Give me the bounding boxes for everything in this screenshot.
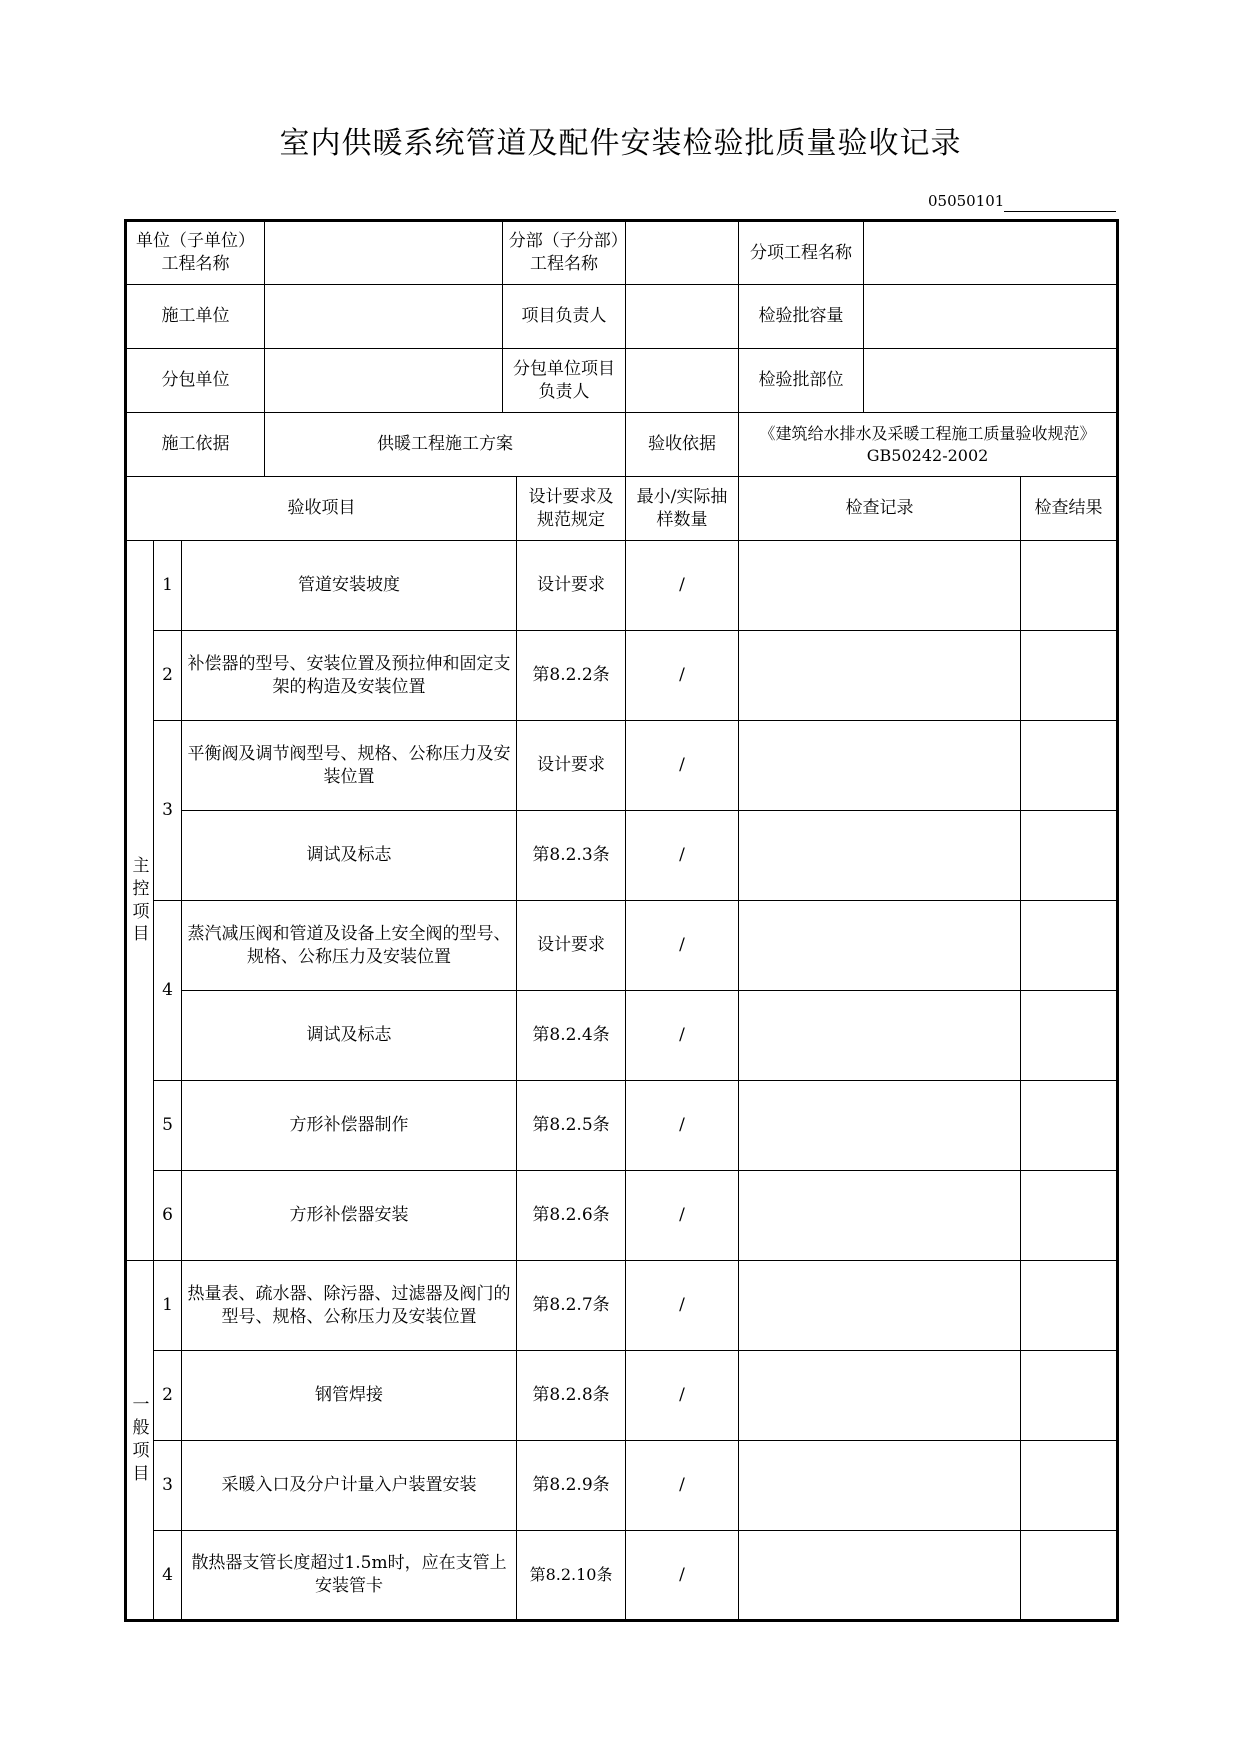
form-code-underline <box>1004 211 1116 212</box>
batch-location-label: 检验批部位 <box>739 349 864 413</box>
table-row <box>126 991 1118 1081</box>
unit-project-name-value[interactable] <box>265 221 503 285</box>
row-number: 3 <box>154 721 182 901</box>
col-result-header: 检查结果 <box>1021 477 1118 541</box>
table-row <box>126 631 1118 721</box>
design-requirement: 第8.2.9条 <box>517 1441 626 1531</box>
batch-capacity-value[interactable] <box>864 285 1118 349</box>
item-project-name-value[interactable] <box>864 221 1118 285</box>
construction-basis-label: 施工依据 <box>126 413 265 477</box>
page-title: 室内供暖系统管道及配件安装检验批质量验收记录 <box>279 126 962 161</box>
design-requirement: 第8.2.6条 <box>517 1171 626 1261</box>
row-number: 1 <box>154 541 182 631</box>
item-description: 补偿器的型号、安装位置及预拉伸和固定支架的构造及安装位置 <box>182 631 517 721</box>
row-number: 1 <box>154 1261 182 1351</box>
table-row <box>126 541 1118 631</box>
table-row <box>126 1171 1118 1261</box>
main-control-category <box>126 541 154 1261</box>
design-requirement: 第8.2.2条 <box>517 631 626 721</box>
check-result-cell[interactable] <box>1021 721 1118 811</box>
sample-quantity: / <box>626 1081 739 1171</box>
check-record-cell[interactable] <box>739 901 1021 991</box>
check-record-cell[interactable] <box>739 1531 1021 1621</box>
batch-location-value[interactable] <box>864 349 1118 413</box>
table-row <box>126 1441 1118 1531</box>
table-row <box>126 721 1118 811</box>
project-manager-value[interactable] <box>626 285 739 349</box>
check-result-cell[interactable] <box>1021 1081 1118 1171</box>
sample-quantity: / <box>626 1351 739 1441</box>
check-record-cell[interactable] <box>739 1441 1021 1531</box>
design-requirement: 第8.2.3条 <box>517 811 626 901</box>
batch-capacity-label: 检验批容量 <box>739 285 864 349</box>
subcontractor-value[interactable] <box>265 349 503 413</box>
check-result-cell[interactable] <box>1021 541 1118 631</box>
item-description: 钢管焊接 <box>182 1351 517 1441</box>
check-result-cell[interactable] <box>1021 631 1118 721</box>
header-row-3 <box>126 349 1118 413</box>
row-number: 2 <box>154 631 182 721</box>
item-description: 蒸汽减压阀和管道及设备上安全阀的型号、规格、公称压力及安装位置 <box>182 901 517 991</box>
col-record-header: 检查记录 <box>739 477 1021 541</box>
column-header-row <box>126 477 1118 541</box>
check-result-cell[interactable] <box>1021 1261 1118 1351</box>
design-requirement: 第8.2.10条 <box>517 1531 626 1621</box>
sub-manager-value[interactable] <box>626 349 739 413</box>
table-row <box>126 1351 1118 1441</box>
row-number: 3 <box>154 1441 182 1531</box>
project-manager-label: 项目负责人 <box>503 285 626 349</box>
sub-manager-label: 分包单位项目负责人 <box>503 349 626 413</box>
sample-quantity: / <box>626 901 739 991</box>
sample-quantity: / <box>626 1531 739 1621</box>
sub-division-name-label: 分部（子分部）工程名称 <box>503 221 626 285</box>
design-requirement: 第8.2.5条 <box>517 1081 626 1171</box>
sub-division-name-value[interactable] <box>626 221 739 285</box>
check-record-cell[interactable] <box>739 1351 1021 1441</box>
item-description: 调试及标志 <box>182 811 517 901</box>
col-item-header: 验收项目 <box>126 477 517 541</box>
sample-quantity: / <box>626 1261 739 1351</box>
sample-quantity: / <box>626 721 739 811</box>
acceptance-basis-label: 验收依据 <box>626 413 739 477</box>
table-row <box>126 901 1118 991</box>
table-row <box>126 811 1118 901</box>
item-description: 调试及标志 <box>182 991 517 1081</box>
check-result-cell[interactable] <box>1021 1531 1118 1621</box>
row-number: 4 <box>154 1531 182 1621</box>
sample-quantity: / <box>626 541 739 631</box>
main-control-label: 主控项目 <box>132 855 150 945</box>
construction-basis-value: 供暖工程施工方案 <box>265 413 626 477</box>
acceptance-basis-value: 《建筑给水排水及采暖工程施工质量验收规范》GB50242-2002 <box>739 413 1118 477</box>
item-description: 平衡阀及调节阀型号、规格、公称压力及安装位置 <box>182 721 517 811</box>
design-requirement: 第8.2.7条 <box>517 1261 626 1351</box>
row-number: 5 <box>154 1081 182 1171</box>
row-number: 4 <box>154 901 182 1081</box>
item-description: 方形补偿器安装 <box>182 1171 517 1261</box>
design-requirement: 设计要求 <box>517 541 626 631</box>
design-requirement: 第8.2.4条 <box>517 991 626 1081</box>
construction-unit-value[interactable] <box>265 285 503 349</box>
header-row-1 <box>126 221 1118 285</box>
sample-quantity: / <box>626 1441 739 1531</box>
table-row <box>126 1261 1118 1351</box>
check-result-cell[interactable] <box>1021 1171 1118 1261</box>
item-description: 管道安装坡度 <box>182 541 517 631</box>
design-requirement: 设计要求 <box>517 901 626 991</box>
design-requirement: 设计要求 <box>517 721 626 811</box>
check-record-cell[interactable] <box>739 1261 1021 1351</box>
row-number: 6 <box>154 1171 182 1261</box>
item-description: 散热器支管长度超过1.5m时，应在支管上安装管卡 <box>182 1531 517 1621</box>
check-result-cell[interactable] <box>1021 901 1118 991</box>
unit-project-name-label: 单位（子单位）工程名称 <box>126 221 265 285</box>
check-result-cell[interactable] <box>1021 991 1118 1081</box>
header-row-2 <box>126 285 1118 349</box>
check-record-cell[interactable] <box>739 541 1021 631</box>
check-record-cell[interactable] <box>739 1171 1021 1261</box>
check-record-cell[interactable] <box>739 721 1021 811</box>
header-row-4 <box>126 413 1118 477</box>
table-row <box>126 1531 1118 1621</box>
check-result-cell[interactable] <box>1021 1441 1118 1531</box>
sample-quantity: / <box>626 991 739 1081</box>
construction-unit-label: 施工单位 <box>126 285 265 349</box>
subcontractor-label: 分包单位 <box>126 349 265 413</box>
item-description: 采暖入口及分户计量入户装置安装 <box>182 1441 517 1531</box>
sample-quantity: / <box>626 631 739 721</box>
general-category <box>126 1261 154 1621</box>
check-record-cell[interactable] <box>739 631 1021 721</box>
check-record-cell[interactable] <box>739 811 1021 901</box>
row-number: 2 <box>154 1351 182 1441</box>
form-code <box>900 192 1116 214</box>
check-result-cell[interactable] <box>1021 811 1118 901</box>
item-project-name-label: 分项工程名称 <box>739 221 864 285</box>
form-code-text: 05050101 <box>928 192 1005 210</box>
sample-quantity: / <box>626 1171 739 1261</box>
col-design-header: 设计要求及规范规定 <box>517 477 626 541</box>
item-description: 热量表、疏水器、除污器、过滤器及阀门的型号、规格、公称压力及安装位置 <box>182 1261 517 1351</box>
table-row <box>126 1081 1118 1171</box>
check-record-cell[interactable] <box>739 1081 1021 1171</box>
item-description: 方形补偿器制作 <box>182 1081 517 1171</box>
check-result-cell[interactable] <box>1021 1351 1118 1441</box>
general-label: 一般项目 <box>132 1395 150 1484</box>
sample-quantity: / <box>626 811 739 901</box>
design-requirement: 第8.2.8条 <box>517 1351 626 1441</box>
col-sample-header: 最小/实际抽样数量 <box>626 477 739 541</box>
check-record-cell[interactable] <box>739 991 1021 1081</box>
acceptance-record-table <box>124 219 1119 1622</box>
